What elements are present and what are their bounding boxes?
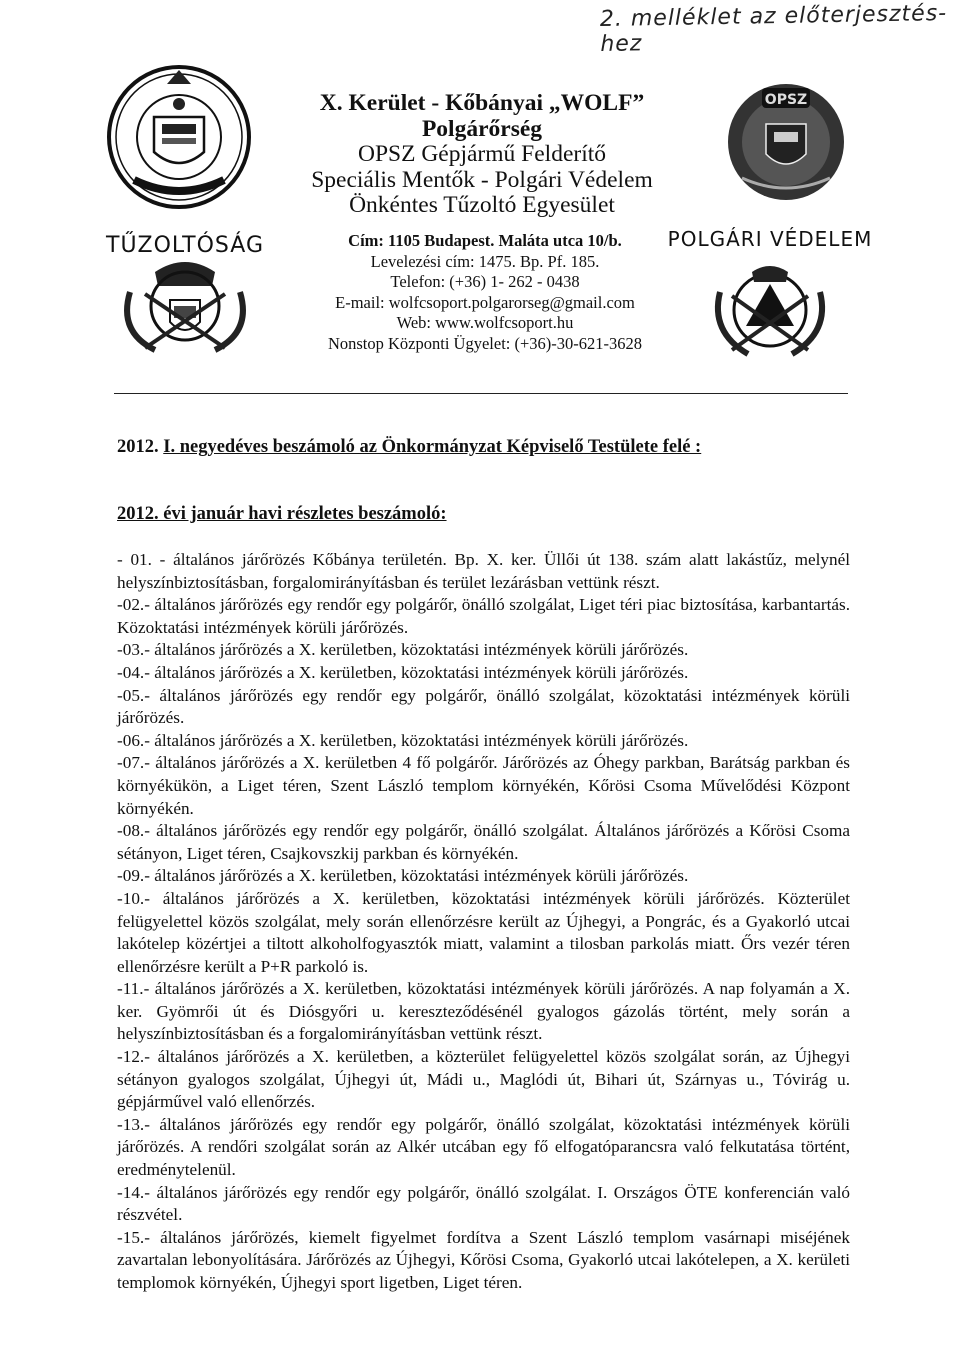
monthly-report-title: 2012. évi január havi részletes beszámoló:: [117, 504, 447, 524]
hotline-line: Nonstop Központi Ügyelet: (+36)-30-621-3628: [327, 333, 643, 353]
civil-defence-emblem-icon: [667, 212, 873, 372]
report-year: 2012.: [117, 437, 159, 457]
phone-line: Telefon: (+36) 1- 262 - 0438: [390, 272, 580, 291]
address-line: Cím: 1105 Budapest. Maláta utca 10/b.: [348, 231, 622, 250]
list-item: -09.- általános járőrözés a X. kerületben, közoktatási intézmények körüli járőrözés.: [117, 866, 689, 886]
title-line: Önkéntes Tűzoltó Egyesület: [349, 192, 615, 218]
wolf-seal-icon: [104, 62, 254, 212]
list-item: -02.- általános járőrözés egy rendőr egy polgárőr, önálló szolgálat, Liget téri piac biztosítása, karbantartás. Közoktatási intézmények körüli járőrözés.: [117, 595, 850, 637]
list-item: -14.- általános járőrözés egy rendőr egy polgárőr, önálló szolgálat. I. Országos ÖTE konferencián való részvétel.: [117, 1182, 850, 1225]
report-entries: [117, 549, 850, 1295]
list-item: -12.- általános járőrözés a X. kerületben, a közterület felügyelettel közös szolgálat során, az Újhegyi sétányon gyalogos szolgálat, Újhegyi út, Mádi u., Maglódi út, Bihari út, Szárnyas u., Tóvirág u. gépjárművel való ellenőrzés.: [117, 1047, 850, 1112]
list-item: -15.- általános járőrözés, kiemelt figyelmet fordítva a Szent László templom vasárnapi miséjének zavartalan lebonyolítására. Járőrözés az Újhegyi, Kőrösi Csoma, Gyakorló utcai lakótelepen, a X. kerületi templomok környékén, Újhegyi sport ligetben, Liget téren.: [117, 1227, 850, 1292]
svg-text:POLGÁRI VÉDELEM: POLGÁRI VÉDELEM: [667, 227, 873, 251]
email-line: E-mail: wolfcsoport.polgarorseg@gmail.com: [335, 292, 635, 312]
web-line: Web: www.wolfcsoport.hu: [396, 313, 574, 332]
report-heading: I. negyedéves beszámoló az Önkormányzat Képviselő Testülete felé :: [163, 437, 702, 457]
list-item: -03.- általános járőrözés a X. kerületben, közoktatási intézmények körüli járőrözés.: [117, 640, 689, 660]
organisation-title: [262, 91, 702, 219]
list-item: - 01. - általános járőrözés Kőbánya területén. Bp. X. ker. Üllői út 138. szám alatt lakástűz, melynél helyszínbiztosításban, forgalomirányításban és terület lezárásban vettünk részt.: [117, 550, 850, 592]
contact-block: [290, 231, 680, 354]
list-item: -08.- általános járőrözés egy rendőr egy polgárőr, önálló szolgálat. Általános járőrözés a Kőrösi Csoma sétányon, Liget téren, Csajkovszkij parkban és környékén.: [117, 821, 850, 863]
opsz-emblem-icon: [722, 82, 850, 202]
svg-text:TŰZOLTÓSÁG: TŰZOLTÓSÁG: [106, 233, 264, 258]
postal-address-line: Levelezési cím: 1475. Bp. Pf. 185.: [370, 251, 600, 271]
list-item: -11.- általános járőrözés a X. kerületben, közoktatási intézmények körüli járőrözés. A nap folyamán a X. ker. Gyömrői út és Diósgyőri u. kereszteződésénél gyalogos gázolás történt, mely során a helyszínbiztosításban és a forgalomirányításban vettünk részt.: [117, 979, 850, 1044]
handwritten-note: 2. melléklet az előterjesztés-hez: [599, 0, 948, 58]
fire-brigade-emblem-icon: [100, 222, 270, 372]
title-line: OPSZ Gépjármű Felderítő: [357, 141, 607, 167]
quarterly-report-title: [117, 437, 701, 458]
list-item: -13.- általános járőrözés egy rendőr egy polgárőr, önálló szolgálat, közoktatási intézmények körüli járőrözés. A rendőri szolgálat során az Alkér utcában egy fő elfogatóparancsra való felkutatása történt, eredménytelenül.: [117, 1114, 850, 1180]
svg-text:OPSZ: OPSZ: [764, 92, 808, 108]
title-line: Speciális Mentők - Polgári Védelem: [311, 166, 653, 193]
header-divider: [114, 393, 848, 394]
list-item: -10.- általános járőrözés a X. kerületben, közoktatási intézmények körüli járőrözés. Közterület felügyelettel közös szolgálat, mely során ellenőrzésre került az Újhegyi, a Pongrác, és a Gyakorló utcai lakótelep közértjei a tiltott alkoholfogyasztók miatt, valamint a tilosban parkolás miatt. Őrs vezér téren ellenőrzésre került a P+R parkoló is.: [117, 888, 850, 976]
list-item: -07.- általános járőrözés a X. kerületben 4 fő polgárőr. Járőrözés az Óhegy parkban, Barátság parkban és környékükön, a Liget téren, Szent László templom környékén, Kőrösi Csoma Művelődési Központ környékén.: [117, 753, 850, 818]
list-item: -05.- általános járőrözés egy rendőr egy polgárőr, önálló szolgálat, közoktatási intézmények körüli járőrözés.: [117, 685, 850, 728]
list-item: -06.- általános járőrözés a X. kerületben, közoktatási intézmények körüli járőrözés.: [117, 730, 689, 750]
title-line: X. Kerület - Kőbányai „WOLF” Polgárőrség: [319, 90, 645, 142]
list-item: -04.- általános járőrözés a X. kerületben, közoktatási intézmények körüli járőrözés.: [117, 662, 689, 682]
